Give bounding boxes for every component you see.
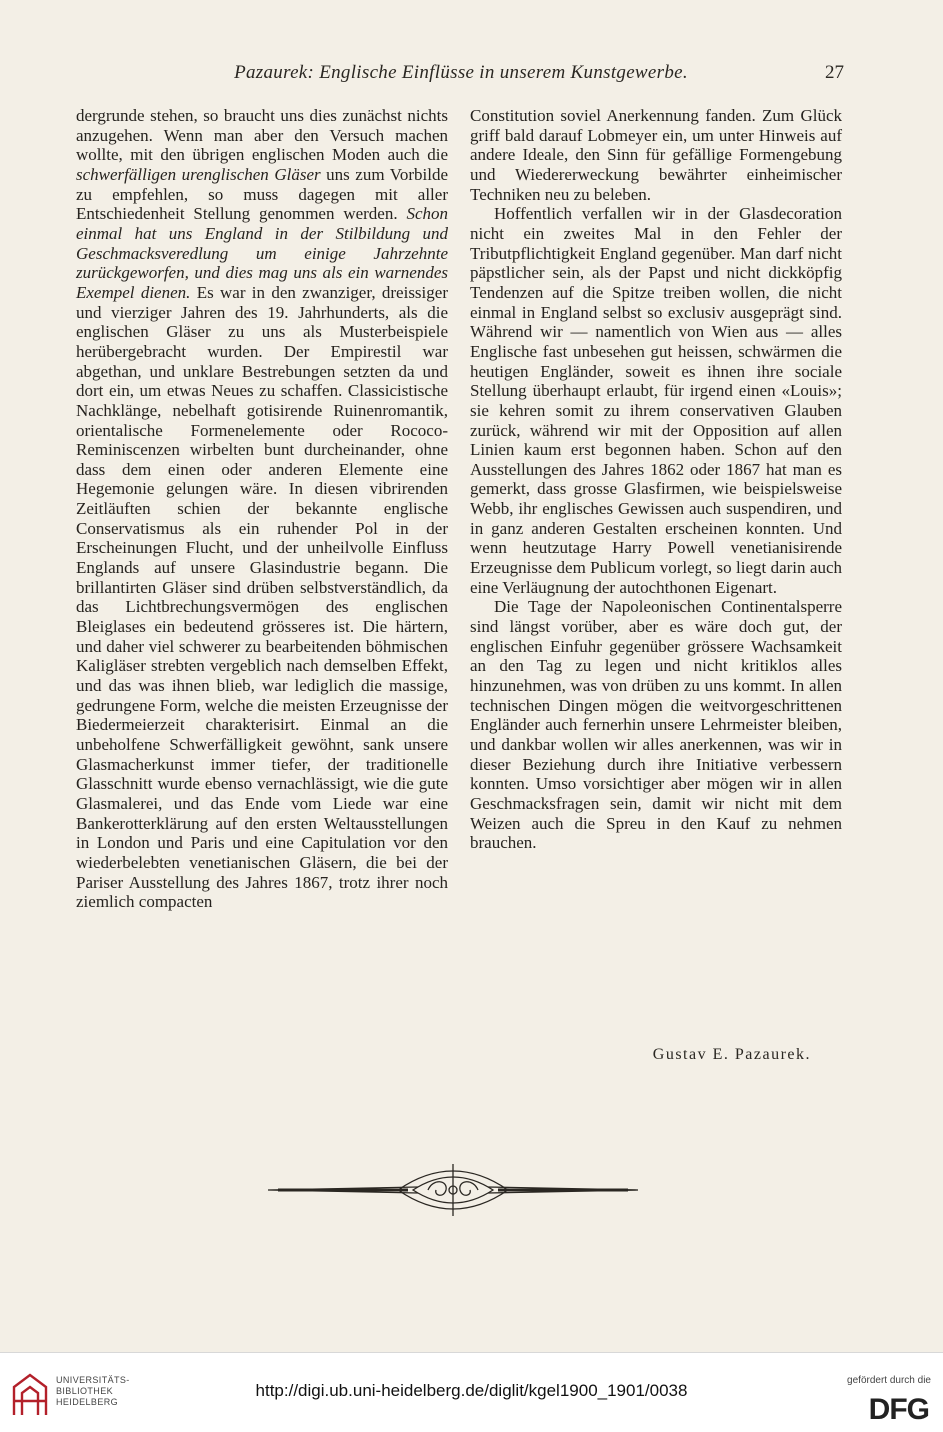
page-number: 27 bbox=[825, 62, 844, 83]
viewer-footer bbox=[0, 1352, 943, 1432]
right-paragraph-2: Hoffentlich verfallen wir in der Glasdecoration nicht ein zweites Mal in den Fehler der Tributpflichtigkeit England gegenüber. Man darf nicht päpstlicher sein, als der Papst und nicht dickköpfig Tendenzen auf die Spitze treiben wollen, die nicht einmal in England selbst so exclusiv ausgeprägt sind. Während wir — namentlich von Wien aus — alles Englische fast unbesehen gut heissen, schwärmen die heutigen Engländer, soweit es ihnen ihre sociale Stellung überhaupt erlaubt, für irgend einen «Louis»; sie kehren somit zu ihrem conservativen Glauben zurück, während wir mit der Opposition auf allen Linien kaum erst begonnen haben. Schon auf den Ausstellungen des Jahres 1862 oder 1867 hat man es gemerkt, dass grosse Glasfirmen, wie beispielsweise Webb, ihr englisches Gewissen auch suspendiren, und in ganz anderen Gestalten erscheinen konnten. Und wenn heutzutage Harry Powell venetianisirende Erzeugnisse dem Publicum vorlegt, so liegt darin auch eine Verläugnung der autochthonen Eigenart. bbox=[470, 204, 842, 597]
left-column bbox=[76, 106, 448, 912]
running-title: Pazaurek: Englische Einflüsse in unserem Kunstgewerbe. bbox=[234, 62, 688, 83]
vignette-ornament-icon bbox=[268, 1150, 638, 1230]
right-paragraph-3: Die Tage der Napoleonischen Continentalsperre sind längst vorüber, aber es wäre doch gut, der englischen Einfuhr gegenüber grössere Wachsamkeit an den Tag zu legen und nicht kritiklos alles hinzunehmen, was von drüben zu uns kommt. In allen technischen Dingen mögen die weitvorgeschrittenen Engländer auch fernerhin unsere Lehrmeister bleiben, und dankbar wollen wir alles anerkennen, was wir in dieser Beziehung durch ihre Initiative verbessern konnten. Umso vorsichtiger aber mögen wir in allen Geschmacksfragen sein, damit wir nicht mit dem Weizen auch die Spreu in den Kauf zu nehmen brauchen. bbox=[470, 597, 842, 853]
dfg-logo: DFG bbox=[868, 1393, 929, 1426]
library-name-line: HEIDELBERG bbox=[56, 1397, 119, 1407]
right-paragraph-1: Constitution soviel Anerkennung fanden. Zum Glück griff bald darauf Lobmeyer ein, um unter Hinweis auf andere Ideale, den Sinn für gefällige Formengebung und Wiedererweckung bewährter einheimischer Techniken neu zu beleben. bbox=[470, 106, 842, 204]
running-header bbox=[76, 62, 846, 88]
right-column bbox=[470, 106, 842, 853]
library-name-line: BIBLIOTHEK bbox=[56, 1386, 114, 1396]
left-paragraph bbox=[76, 106, 448, 912]
text-run: uns zum Vorbilde zu empfehlen, so muss dagegen mit aller Entschiedenheit Stellung genommen werden. bbox=[76, 164, 448, 224]
permalink-url[interactable]: http://digi.ub.uni-heidelberg.de/diglit/kgel1900_1901/0038 bbox=[255, 1381, 688, 1400]
funded-by-label: gefördert durch die bbox=[847, 1375, 931, 1386]
text-run: dergrunde stehen, so braucht uns dies zunächst nichts anzugehen. Wenn man aber den Versuch machen wollte, mit den übrigen englischen Moden auch die bbox=[76, 106, 448, 165]
author-signature: Gustav E. Pazaurek. bbox=[652, 1046, 811, 1063]
text-run: Es war in den zwanziger, dreissiger und vierziger Jahren des 19. Jahrhunderts, als die englischen Gläser zu uns als Musterbeispiele herübergebracht wurden. Der Empirestil war abgethan, und unklare Bestrebungen setzten da und dort ein, um etwas Neues zu schaffen. Classicistische Nachklänge, nebelhaft gotisirende Ruinenromantik, orientalische Formenelemente oder Rococo-Reminiscenzen wirbelten bunt durcheinander, ohne dass dem einen oder anderen Elemente eine Hegemonie gelungen wäre. In diesen vibrirenden Zeitläuften schien der bekannte englische Conservatismus als ein ruhender Pol in der Erscheinungen Flucht, und der unheilvolle Einfluss Englands auf unsere Glasindustrie begann. Die brillantirten Gläser sind drüben selbstverständlich, da das Lichtbrechungsvermögen des englischen Bleiglases ein bedeutend grösseres ist. Die härtern, und daher viel schwerer zu bearbeitenden böhmischen Kaligläser strebten vergeblich nach demselben Effekt, und das was ihnen blieb, war lediglich die massige, gedrungene Form, welche die meisten Erzeugnisse der Biedermeierzeit charakterisirt. Einmal an die unbeholfene Schwerfälligkeit gewöhnt, sank unsere Glasmacherkunst immer tiefer, der traditionelle Glasschnitt wurde ebenso vernachlässigt, wie die gute Glasmalerei, und das Ende vom Liede war eine Bankerotterklärung auf den ersten Weltausstellungen in London und Paris und eine Capitulation vor den wiederbelebten venetianischen Gläsern, die bei der Pariser Ausstellung des Jahres 1867, trotz ihrer noch ziemlich compacten bbox=[76, 282, 448, 912]
italic-text-run: schwerfälligen urenglischen Gläser bbox=[76, 164, 321, 184]
library-name-line: UNIVERSITÄTS- bbox=[56, 1375, 130, 1385]
italic-text-run: Schon einmal hat uns England in der Stilbildung und Geschmacksveredlung um einige Jahrzehnte zurückgeworfen, und dies mag uns als ein warnendes Exempel dienen. bbox=[76, 204, 448, 302]
